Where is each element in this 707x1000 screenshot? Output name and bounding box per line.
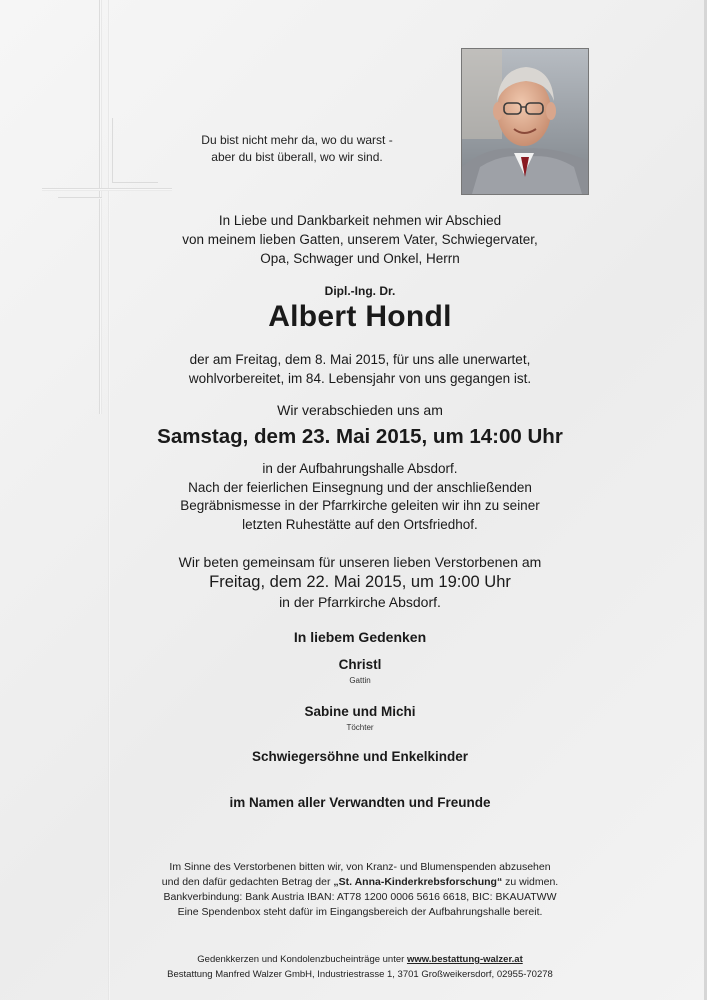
- donation-text: und den dafür gedachten Betrag der: [161, 876, 334, 888]
- prayer-line: in der Pfarrkirche Absdorf.: [279, 594, 441, 610]
- death-notice-line: wohlvorbereitet, im 84. Lebensjahr von uns gegangen ist.: [188, 371, 532, 386]
- funeral-details-line: Nach der feierlichen Einsegnung und der anschließenden: [188, 479, 532, 495]
- mourner-name: Christl: [338, 657, 382, 672]
- mourner-name: Sabine und Michi: [304, 704, 416, 719]
- farewell-intro: Wir verabschieden uns am: [277, 402, 443, 418]
- mourner-role: Töchter: [346, 723, 374, 732]
- donation-text: zu widmen.: [502, 876, 559, 888]
- footer-line: [120, 952, 600, 967]
- donation-notice: [140, 860, 580, 920]
- motto-line: aber du bist überall, wo wir sind.: [211, 150, 383, 164]
- cross-decoration-horizontal: [42, 188, 172, 191]
- cross-decoration: [108, 0, 110, 1000]
- death-notice: [150, 350, 570, 388]
- footer: [120, 952, 600, 982]
- intro-text: [160, 211, 560, 268]
- donation-line: [140, 875, 580, 890]
- academic-title: Dipl.-Ing. Dr.: [324, 284, 396, 298]
- prayer-notice: [150, 553, 570, 612]
- intro-line: In Liebe und Dankbarkeit nehmen wir Abschied: [218, 213, 502, 228]
- funeral-details-line: in der Aufbahrungshalle Absdorf.: [262, 461, 458, 476]
- prayer-line: Wir beten gemeinsam für unseren lieben Verstorbenen am: [178, 554, 542, 570]
- donation-line: Eine Spendenbox steht dafür im Eingangsbereich der Aufbahrungshalle bereit.: [177, 906, 543, 918]
- portrait-image: [462, 49, 588, 194]
- funeral-details-line: letzten Ruhestätte auf den Ortsfriedhof.: [242, 516, 478, 532]
- deceased-name: Albert Hondl: [268, 300, 452, 333]
- intro-line: von meinem lieben Gatten, unserem Vater, Schwiegervater,: [182, 232, 538, 247]
- donation-line: Im Sinne des Verstorbenen bitten wir, von Kranz- und Blumenspenden abzusehen: [169, 861, 551, 873]
- charity-name: „St. Anna-Kinderkrebsforschung“: [333, 876, 503, 888]
- cross-decoration-horizontal-right: [112, 182, 158, 184]
- motto-line: Du bist nicht mehr da, wo du warst -: [201, 133, 393, 147]
- funeral-details-line: Begräbnismesse in der Pfarrkirche geleiten wir ihn zu seiner: [180, 498, 540, 513]
- motto: [182, 132, 412, 166]
- portrait-photo: [461, 48, 589, 195]
- cross-decoration-horizontal-left: [58, 197, 102, 199]
- cross-decoration-inner: [112, 118, 114, 184]
- website-link[interactable]: www.bestattung-walzer.at: [406, 954, 523, 965]
- mourner-name: Schwiegersöhne und Enkelkinder: [251, 749, 469, 764]
- company-address: Bestattung Manfred Walzer GmbH, Industriestrasse 1, 3701 Großweikersdorf, 02955-70278: [167, 969, 553, 980]
- funeral-details: [160, 460, 560, 534]
- mourner-name: im Namen aller Verwandten und Freunde: [229, 795, 491, 810]
- intro-line: Opa, Schwager und Onkel, Herrn: [260, 251, 460, 266]
- mourners-heading: In liebem Gedenken: [293, 629, 427, 645]
- cross-decoration-vertical: [99, 0, 102, 414]
- mourner-role: Gattin: [349, 676, 371, 685]
- death-notice-line: der am Freitag, dem 8. Mai 2015, für uns alle unerwartet,: [189, 352, 531, 367]
- bank-details: Bankverbindung: Bank Austria IBAN: AT78 1200 0006 5616 6618, BIC: BKAUATWW: [163, 891, 557, 903]
- footer-text: Gedenkkerzen und Kondolenzbucheinträge unter: [197, 954, 407, 965]
- funeral-date: Samstag, dem 23. Mai 2015, um 14:00 Uhr: [157, 425, 563, 448]
- prayer-date: Freitag, dem 22. Mai 2015, um 19:00 Uhr: [209, 573, 511, 591]
